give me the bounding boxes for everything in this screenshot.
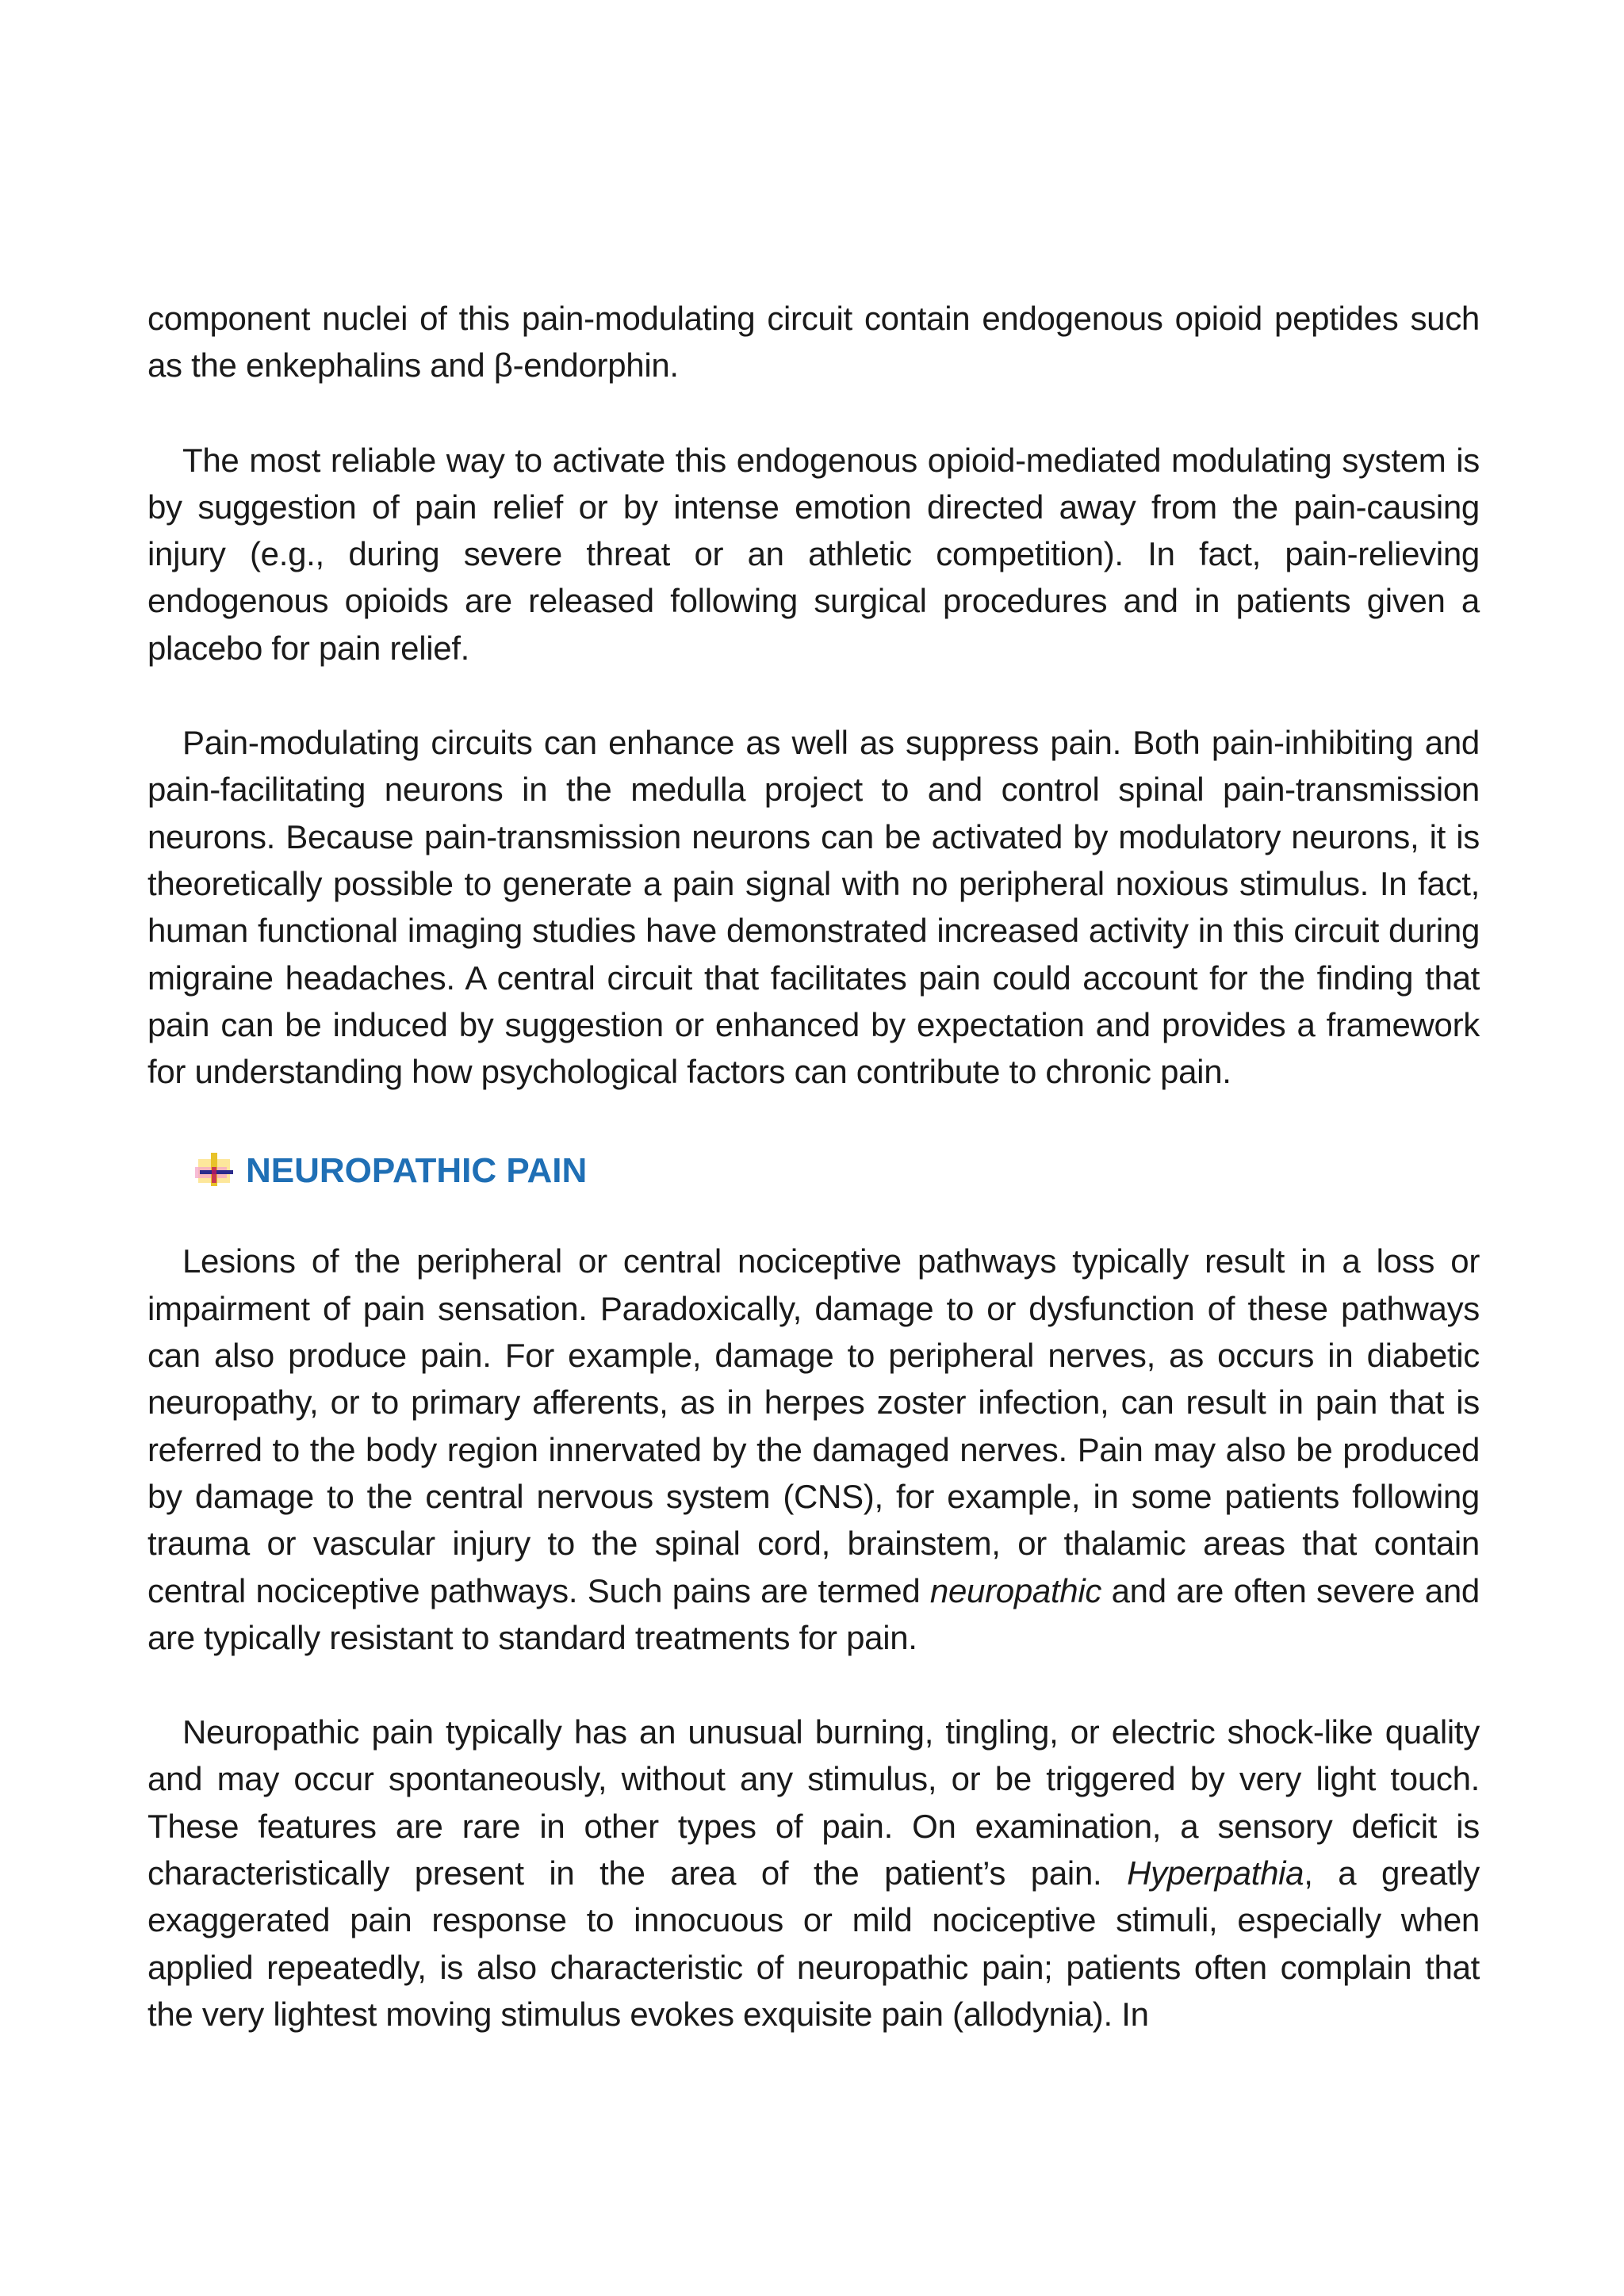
paragraph-gap — [147, 1661, 1480, 1709]
paragraph-text: , a greatly exaggerated pain response to innocuous or mild nociceptive stimuli, especially when applied repeatedly, is also characteristic of neuropathic pain; patients often complain that the very lightest moving stimulus evokes exquisite pain (allodynia). In — [147, 1854, 1480, 2033]
paragraph-text: and are often severe and are typically resistant to standard treatments for pain. — [147, 1571, 1480, 1656]
section-gap — [147, 1095, 1480, 1146]
paragraph-endogenous-opioid-activation: The most reliable way to activate this endogenous opioid-mediated modulating system is by suggestion of pain relief or by intense emotion directed away from the pain-causing injury (e.g., during severe threat or an athletic competition). In fact, pain-relieving endogenous opioids are released following surgical procedures and in patients given a placebo for pain relief. — [147, 441, 1480, 667]
italic-term-hyperpathia: Hyperpathia — [1127, 1854, 1304, 1892]
paragraph-text: Lesions of the peripheral or central nociceptive pathways typically result in a loss or impairment of pain sensation. Paradoxically, damage to or dysfunction of these pathways can also produce pain. For example, damage to peripheral nerves, as occurs in diabetic neuropathy, or to primary afferents, as in herpes zoster infection, can result in pain that is referred to the body region innervated by the damaged nerves. Pain may also be produced by damage to the central nervous system (CNS), for example, in some patients following trauma or vascular injury to the spinal cord, brainstem, or thalamic areas that contain central nociceptive pathways. Such pains are termed — [147, 1242, 1480, 1609]
section-heading-title: NEUROPATHIC PAIN — [246, 1151, 588, 1191]
italic-term-neuropathic: neuropathic — [929, 1571, 1102, 1609]
paragraph-neuropathic-lesions — [147, 1238, 1480, 1661]
section-heading — [195, 1146, 1480, 1196]
paragraph-neuropathic-features — [147, 1709, 1480, 2038]
paragraph-pain-modulating-circuits: Pain-modulating circuits can enhance as well as suppress pain. Both pain-inhibiting and pain-facilitating neurons in the medulla project to and control spinal pain-transmission neurons. Because pain-transmission neurons can be activated by modulatory neurons, it is theoretically possible to generate a pain signal with no peripheral noxious stimulus. In fact, human functional imaging studies have demonstrated increased activity in this circuit during migraine headaches. A central circuit that facilitates pain could account for the finding that pain can be induced by suggestion or enhanced by expectation and provides a framework for understanding how psychological factors can contribute to chronic pain. — [147, 724, 1480, 1091]
paragraph-text: Neuropathic pain typically has an unusual burning, tingling, or electric shock-like quality and may occur spontaneously, without any stimulus, or be triggered by very light touch. These features are rare in other types of pain. On examination, a sensory deficit is characteristically present in the area of the patient’s pain. — [147, 1713, 1480, 1892]
document-page — [147, 295, 1480, 2038]
paragraph-gap — [147, 672, 1480, 719]
plus-bullet-icon — [195, 1153, 236, 1189]
paragraph-gap — [147, 389, 1480, 437]
paragraph-opioid-peptides: component nuclei of this pain-modulating circuit contain endogenous opioid peptides such as the enkephalins and β-endorphin. — [147, 300, 1480, 385]
section-gap — [147, 1196, 1480, 1238]
